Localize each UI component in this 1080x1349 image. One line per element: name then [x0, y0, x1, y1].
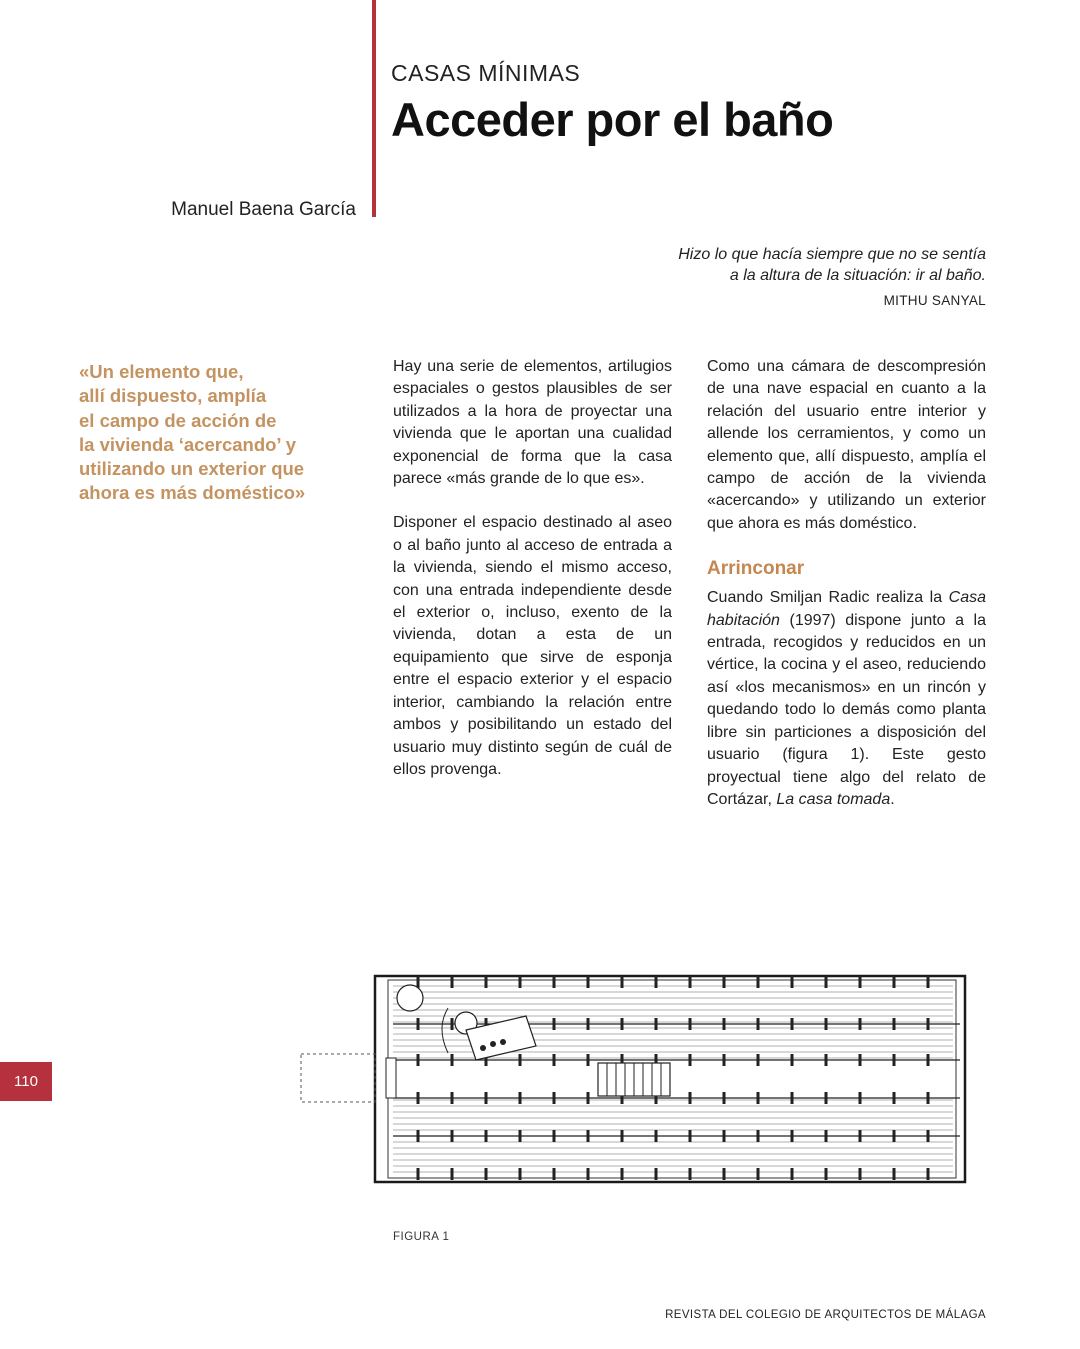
article-author: Manuel Baena García [171, 199, 356, 220]
epigraph-line: a la altura de la situación: ir al baño. [729, 267, 986, 284]
text-run: . [890, 790, 895, 808]
section-label: CASAS MÍNIMAS [391, 60, 581, 86]
section-subheading: Arrinconar [707, 558, 805, 580]
body-column-1 [393, 356, 672, 781]
figure-caption: FIGURA 1 [393, 1231, 450, 1243]
title-accent-rule [372, 0, 376, 217]
pull-quote-line: allí dispuesto, amplía [79, 385, 267, 407]
pull-quote-line: la vivienda ‘acercando’ y [79, 433, 296, 455]
body-paragraph: Como una cámara de descompresión de una nave espacial en cuanto a la relación del usuario entre interior y allende los cerramientos, y como un elemento que, allí dispuesto, amplía el campo de acción de la vivienda «acercando» y utilizando un exterior que ahora es más doméstico. [707, 358, 986, 532]
italic-title: La casa tomada [776, 790, 891, 808]
body-paragraph: Hay una serie de elementos, artilugios espaciales o gestos plausibles de ser utilizados a la hora de proyectar una vivienda que le aportan una cualidad exponencial de forma que la casa parece «más grande de lo que es». [393, 358, 672, 488]
text-run: (1997) dispone junto a la entrada, recogidos y reducidos en un vértice, la cocina y el aseo, reduciendo así «los mecanismos» en un rincón y quedando todo lo demás como planta libre sin particiones a disposición del usuario (figura 1). Este gesto proyectual tiene algo del relato de Cortázar, [707, 611, 986, 808]
body-paragraph: Disponer el espacio destinado al aseo o al baño junto al acceso de entrada a la vivienda, siendo el mismo acceso, con una entrada independiente desde el exterior o, incluso, exento de la vivienda, dotan a esta de un equipamiento que sirve de esponja entre el espacio exterior y el espacio interior, cambiando la relación entre ambos y posibilitando un estado del usuario muy distinto según de cuál de ellos provenga. [393, 514, 672, 778]
text-run: Cuando Smiljan Radic realiza la [707, 589, 949, 607]
article-title: Acceder por el baño [391, 93, 834, 146]
pull-quote [79, 360, 349, 506]
page-number-tab: 110 [0, 1062, 52, 1101]
floor-plan-figure [298, 968, 968, 1188]
epigraph-author: MITHU SANYAL [883, 293, 986, 308]
body-column-2 [707, 356, 986, 811]
epigraph-line: Hizo lo que hacía siempre que no se sentía [678, 246, 986, 263]
pull-quote-line: el campo de acción de [79, 409, 277, 431]
italic-title: Casa habitación [707, 589, 986, 629]
pull-quote-line: ahora es más doméstico» [79, 482, 306, 504]
body-paragraph [707, 587, 986, 811]
pull-quote-line: utilizando un exterior que [79, 458, 305, 480]
pull-quote-line: «Un elemento que, [79, 361, 244, 382]
epigraph [546, 244, 986, 308]
journal-footer: REVISTA DEL COLEGIO DE ARQUITECTOS DE MÁLAGA [665, 1309, 986, 1321]
